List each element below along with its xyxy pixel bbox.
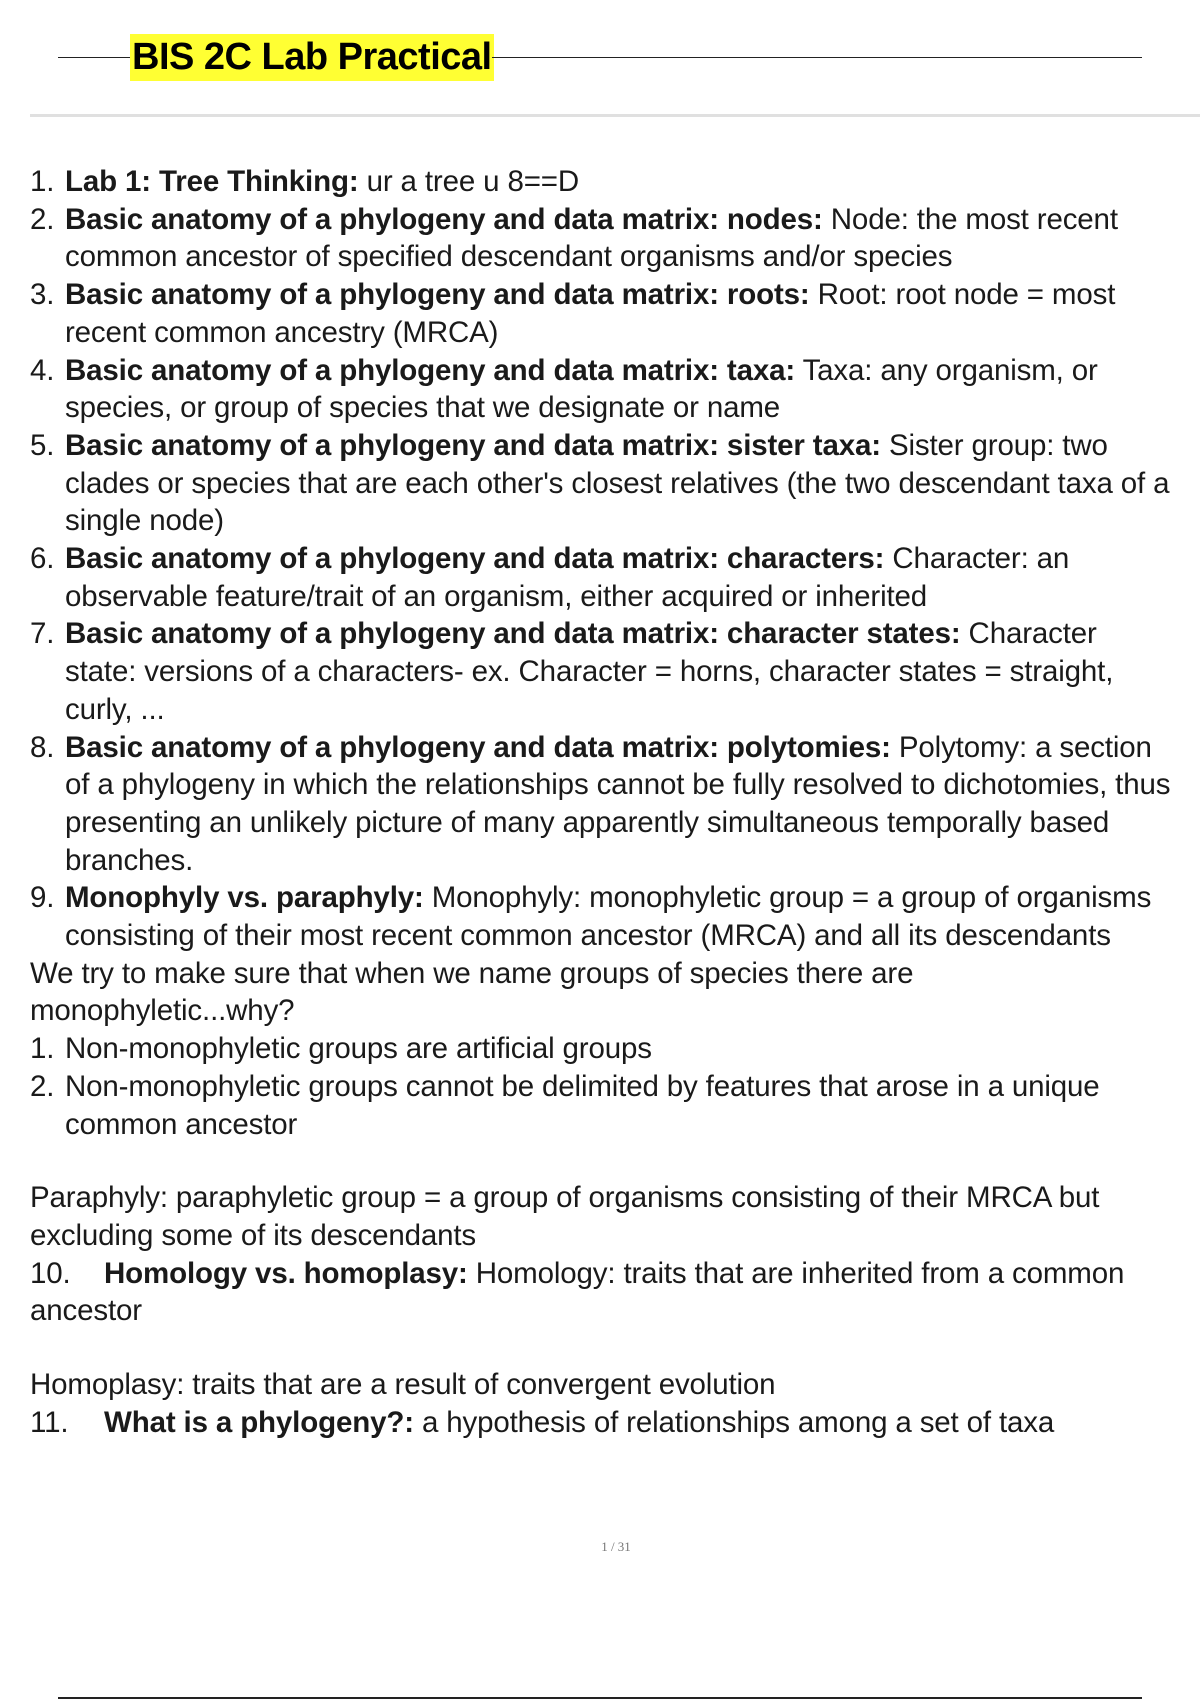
item-definition: Node: the most recent common ancestor of specified descendant organisms and/or species: [65, 202, 1118, 274]
item-definition: Sister group: two clades or species that are each other's closest relatives (the two descendant taxa of a single node): [65, 428, 1170, 538]
homoplasy-definition: Homoplasy: traits that are a result of convergent evolution: [30, 1368, 776, 1402]
paragraph-gap: [30, 1330, 1180, 1366]
item-number: 7.: [30, 617, 55, 651]
item-definition: ur a tree u 8==D: [358, 165, 580, 198]
term-list: [30, 163, 1180, 955]
page-number: 1 / 31: [601, 1539, 631, 1554]
item-definition: a hypothesis of relationships among a set of taxa: [413, 1405, 1055, 1439]
header-rule-right: [492, 57, 1142, 58]
item-term: Basic anatomy of a phylogeny and data matrix: polytomies:: [65, 730, 891, 764]
list-item: [30, 1030, 1180, 1068]
item-definition: Character: [960, 617, 1097, 651]
item-definition: Root: root node = most recent common ancestry (MRCA): [65, 278, 1116, 349]
item-term: Basic anatomy of a phylogeny and data matrix: nodes:: [65, 202, 823, 236]
item-term: Basic anatomy of a phylogeny and data matrix: characters:: [65, 542, 885, 576]
item-definition: Homology: traits that are inherited from a common ancestor: [30, 1256, 1125, 1328]
item-number: 1.: [30, 1032, 55, 1066]
item-term: Homology vs. homoplasy:: [104, 1256, 468, 1290]
monophyly-question: We try to make sure that when we name groups of species there are monophyletic...why?: [30, 956, 914, 1028]
list-item: [30, 276, 1180, 351]
item-number: 9.: [30, 881, 55, 915]
item-number: 4.: [30, 353, 55, 387]
paragraph-gap: [30, 1143, 1180, 1179]
item-number: 8.: [30, 730, 55, 764]
paraphyly-definition: Paraphyly: paraphyletic group = a group of organisms consisting of their MRCA but excluding some of its descendants: [30, 1181, 1100, 1252]
item-number: 6.: [30, 542, 55, 576]
item-number: 2.: [30, 202, 55, 236]
item-number: 11.: [30, 1405, 69, 1439]
header-rule-left: [58, 57, 130, 58]
list-item: [30, 352, 1180, 427]
page-title: BIS 2C Lab Practical: [130, 34, 494, 81]
list-item: [30, 201, 1180, 276]
item-definition: Character: an observable feature/trait of an organism, either acquired or inherited: [65, 542, 1070, 613]
document-body: [30, 163, 1180, 1442]
item-number: 1.: [30, 165, 55, 198]
reasons-list: [30, 1030, 1180, 1143]
item-number: 2.: [30, 1069, 55, 1103]
list-item: [30, 540, 1180, 615]
list-item: [30, 729, 1180, 880]
item-first-line: [65, 617, 1097, 650]
item-number: 10.: [30, 1256, 71, 1290]
item-number: 5.: [30, 428, 55, 462]
item-term: Basic anatomy of a phylogeny and data matrix: character states:: [65, 617, 961, 651]
list-item: [30, 1068, 1180, 1143]
list-item: [30, 879, 1180, 954]
reason-text: Non-monophyletic groups are artificial groups: [65, 1032, 652, 1066]
item-term: What is a phylogeny?:: [104, 1405, 414, 1439]
list-item-10: [30, 1255, 1180, 1330]
item-number: 3.: [30, 278, 55, 312]
item-term: Basic anatomy of a phylogeny and data matrix: sister taxa:: [65, 428, 881, 462]
item-definition: Taxa: any organism, or species, or group of species that we designate or name: [65, 353, 1098, 425]
list-item-11: [30, 1404, 1180, 1442]
item-definition: Monophyly: monophyletic group = a group of organisms consisting of their most recent common ancestor (MRCA) and all its descendants: [65, 881, 1152, 953]
item-term: Basic anatomy of a phylogeny and data matrix: taxa:: [65, 353, 796, 387]
item-definition: Polytomy: a section of a phylogeny in which the relationships cannot be fully resolved to dichotomies, thus presenting an unlikely picture of many apparently simultaneous temporally based branches.: [65, 730, 1171, 877]
list-item: [30, 427, 1180, 540]
footer-rule: [58, 1697, 1142, 1699]
header-divider: [30, 114, 1200, 117]
list-item: [30, 615, 1180, 728]
list-item: [30, 163, 1180, 201]
item-term: Lab 1: Tree Thinking:: [65, 165, 359, 198]
reason-text: Non-monophyletic groups cannot be delimited by features that arose in a unique common ancestor: [65, 1069, 1100, 1141]
item-term: Monophyly vs. paraphyly:: [65, 881, 424, 915]
item-term: Basic anatomy of a phylogeny and data matrix: roots:: [65, 278, 810, 312]
item-definition-continued: state: versions of a characters- ex. Character = horns, character states = straight, curly, ...: [65, 655, 1114, 726]
